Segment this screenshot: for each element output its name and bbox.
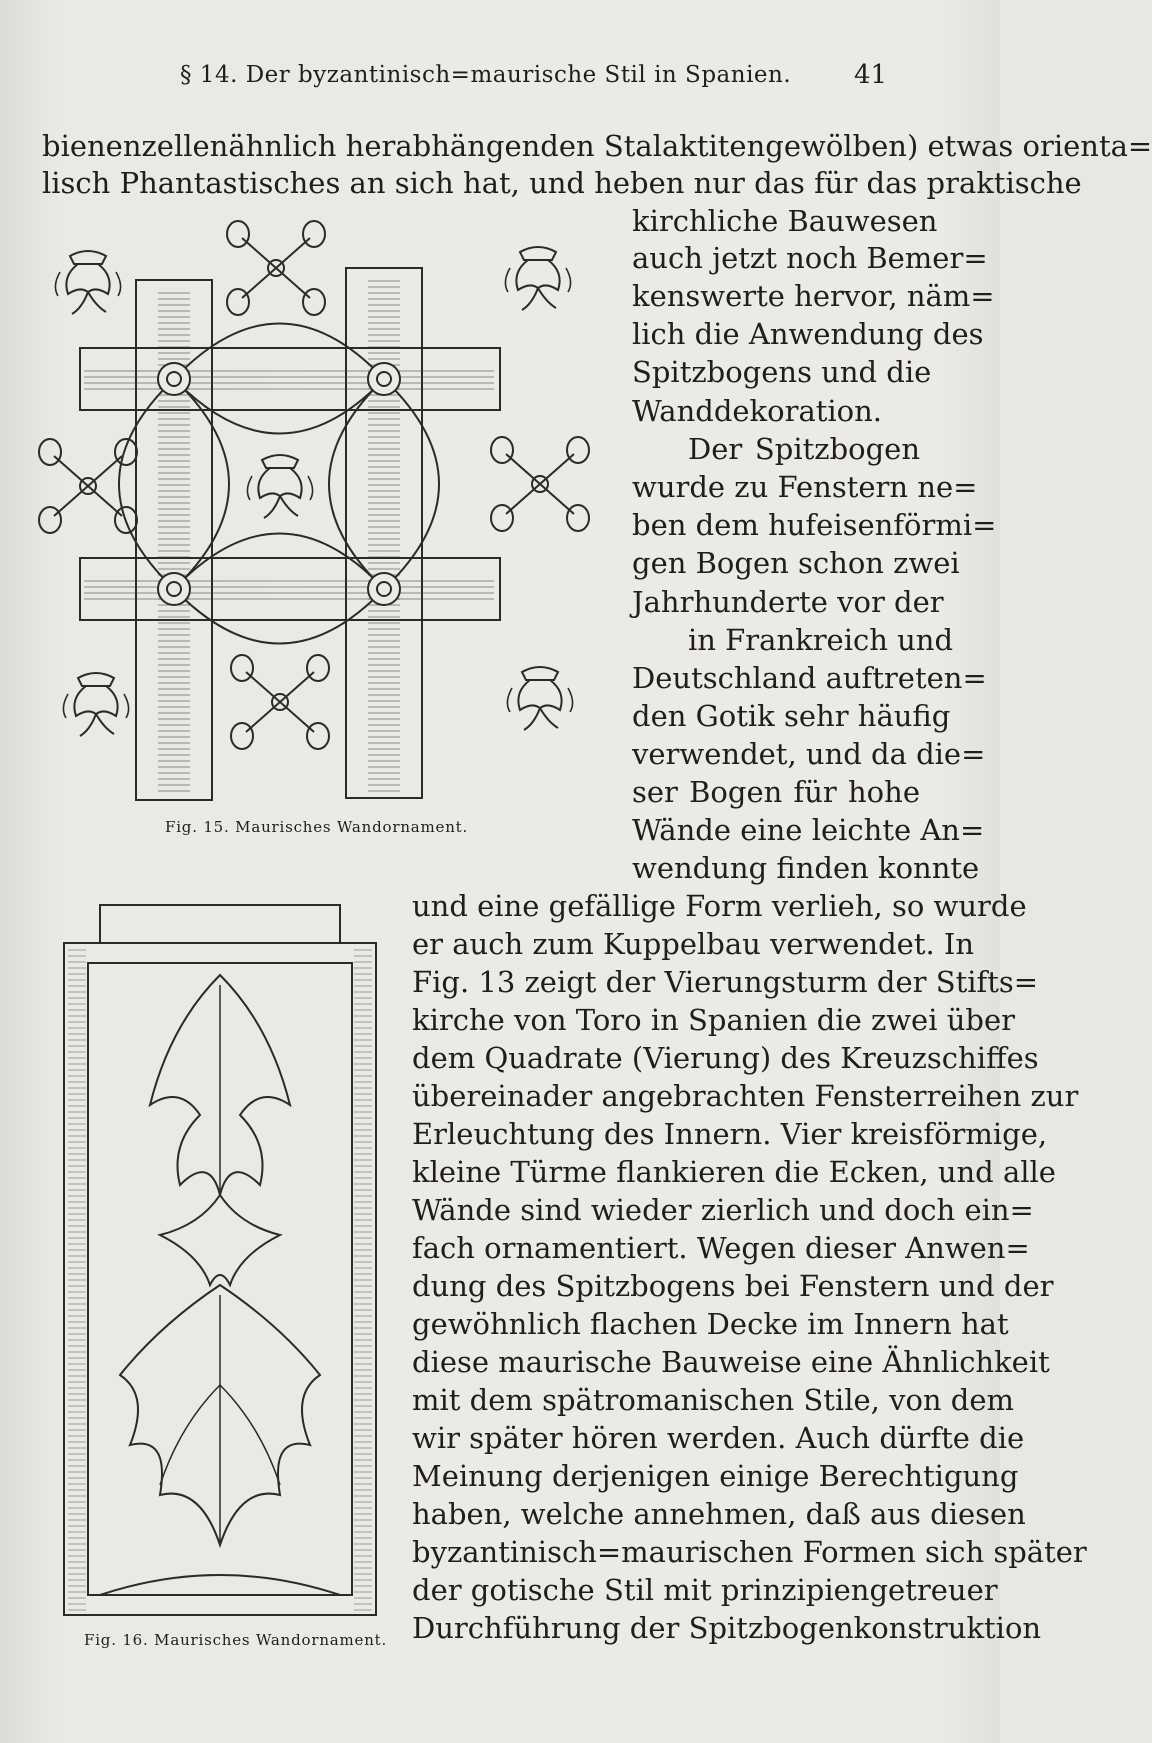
text-line: dung des Spitzbogens bei Fenstern und der (412, 1269, 1054, 1303)
text-line: kirche von Toro in Spanien die zwei über (412, 1003, 1015, 1037)
text-line: diese maurische Bauweise eine Ähnlichkeit (412, 1345, 1050, 1379)
text-line: gewöhnlich flachen Decke im Innern hat (412, 1307, 1009, 1341)
text-line: fach ornamentiert. Wegen dieser Anwen= (412, 1231, 1030, 1265)
text-line: Spitzbogens und die (632, 355, 932, 389)
text-line: Jahrhunderte vor der (632, 585, 944, 619)
text-line: byzantinisch=maurischen Formen sich später (412, 1535, 1087, 1569)
text-line: wir später hören werden. Auch dürfte die (412, 1421, 1025, 1455)
text-line: kirchliche Bauwesen (632, 204, 938, 238)
fig15-ornament-illustration (40, 248, 600, 830)
text-line: lisch Phantastisches an sich hat, und heben nur das für das praktische (42, 166, 1082, 200)
text-line: mit dem spätromanischen Stile, von dem (412, 1383, 1015, 1417)
text-line: Meinung derjenigen einige Berechtigung (412, 1459, 1019, 1493)
text-line: ben dem hufeisenförmi= (632, 508, 997, 542)
running-header: § 14. Der byzantinisch=maurische Stil in Spanien. (180, 62, 792, 88)
text-line: haben, welche annehmen, daß aus diesen (412, 1497, 1026, 1531)
text-line: dem Quadrate (Vierung) des Kreuzschiffes (412, 1041, 1039, 1075)
text-line: Durchführung der Spitzbogenkonstruktion (412, 1611, 1042, 1645)
text-line: kleine Türme flankieren die Ecken, und alle (412, 1155, 1056, 1189)
text-line: Deutschland auftreten= (632, 661, 987, 695)
text-line: der gotische Stil mit prinzipiengetreuer (412, 1573, 998, 1607)
text-line: gen Bogen schon zwei (632, 546, 960, 580)
text-line: ser Bogen für hohe (632, 775, 920, 809)
text-line: verwendet, und da die= (632, 737, 986, 771)
text-line: kenswerte hervor, näm= (632, 279, 995, 313)
text-line: den Gotik sehr häufig (632, 699, 951, 733)
text-line: wendung finden konnte (632, 851, 980, 885)
text-line: bienenzellenähnlich herabhängenden Stalaktitengewölben) etwas orienta= (42, 129, 1152, 163)
text-line: Wände sind wieder zierlich und doch ein= (412, 1193, 1034, 1227)
text-line: Wanddekoration. (632, 394, 883, 428)
text-line: wurde zu Fenstern ne= (632, 470, 978, 504)
text-line: er auch zum Kuppelbau verwendet. In (412, 927, 975, 961)
fig16-caption: Fig. 16. Maurisches Wandornament. (84, 1631, 388, 1649)
text-line: lich die Anwendung des (632, 317, 984, 351)
text-line: Erleuchtung des Innern. Vier kreisförmige, (412, 1117, 1048, 1151)
text-line: Fig. 13 zeigt der Vierungsturm der Stifts= (412, 965, 1039, 999)
text-line: und eine gefällige Form verlieh, so wurde (412, 889, 1027, 923)
text-line: übereinader angebrachten Fensterreihen zur (412, 1079, 1079, 1113)
page-number: 41 (854, 60, 888, 90)
text-line: auch jetzt noch Bemer= (632, 241, 988, 275)
text-line: Der Spitzbogen (688, 432, 920, 466)
fig16-ornament-illustration (60, 905, 380, 1625)
text-line: in Frankreich und (688, 623, 954, 657)
fig15-caption: Fig. 15. Maurisches Wandornament. (165, 818, 469, 836)
text-line: Wände eine leichte An= (632, 813, 985, 847)
